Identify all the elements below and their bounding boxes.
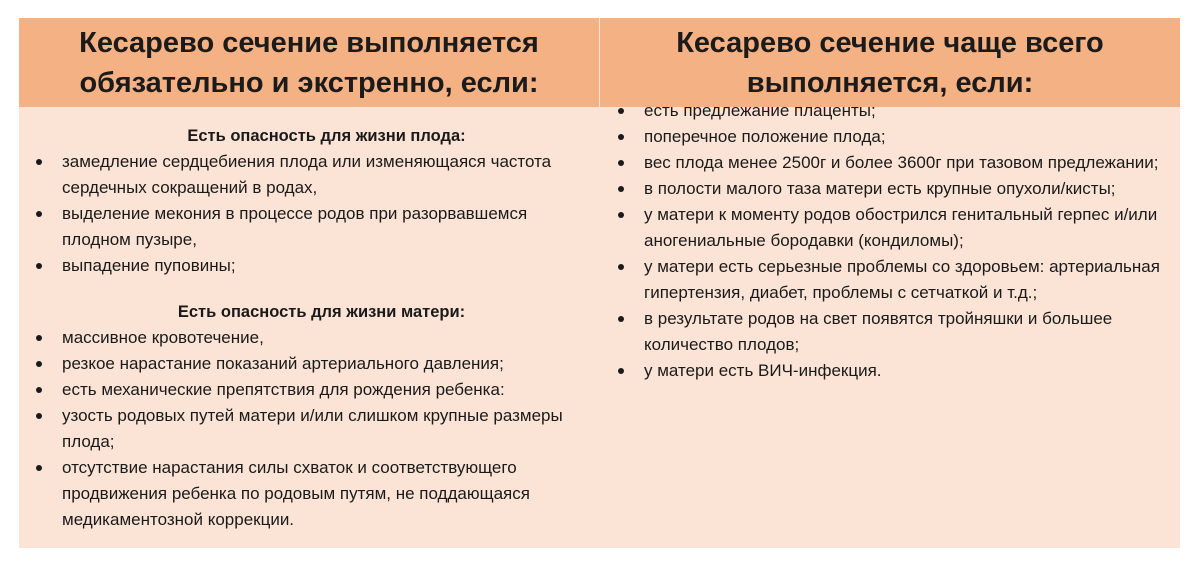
list-item: у матери есть серьезные проблемы со здоровьем: артериальная гипертензия, диабет, проблемы с сетчаткой и т.д.; <box>600 254 1178 306</box>
list-item: у матери к моменту родов обострился генитальный герпес и/или аногениальные бородавки (кондиломы); <box>600 202 1178 254</box>
list-item: отсутствие нарастания силы схваток и соответствующего продвижения ребенка по родовым путям, не поддающаяся медикаментозной коррекции. <box>19 455 594 533</box>
list-item: узость родовых путей матери и/или слишком крупные размеры плода; <box>19 403 594 455</box>
list-item: массивное кровотечение, <box>19 325 594 351</box>
list-item: замедление сердцебиения плода или изменяющаяся частота сердечных сокращений в родах, <box>19 149 594 201</box>
list-item: выделение мекония в процессе родов при разорвавшемся плодном пузыре, <box>19 201 594 253</box>
list-item: вес плода менее 2500г и более 3600г при тазовом предлежании; <box>600 150 1178 176</box>
list-item: у матери есть ВИЧ-инфекция. <box>600 358 1178 384</box>
left-column-body <box>19 107 600 548</box>
list-item: в результате родов на свет появятся тройняшки и большее количество плодов; <box>600 306 1178 358</box>
list-item: есть механические препятствия для рождения ребенка: <box>19 377 594 403</box>
fetus-danger-list <box>19 149 594 279</box>
list-item: есть предлежание плаценты; <box>600 98 1178 124</box>
mother-danger-subheading: Есть опасность для жизни матери: <box>177 303 466 321</box>
list-item: поперечное положение плода; <box>600 124 1178 150</box>
fetus-danger-subheading: Есть опасность для жизни плода: <box>187 127 466 145</box>
list-item: в полости малого таза матери есть крупные опухоли/кисты; <box>600 176 1178 202</box>
list-item: выпадение пуповины; <box>19 253 594 279</box>
left-column-heading: Кесарево сечение выполняется обязательно и экстренно, если: <box>19 18 600 107</box>
mother-danger-list <box>19 325 594 533</box>
frequent-indications-list <box>600 98 1178 384</box>
indications-table <box>19 18 1180 548</box>
right-column-body <box>600 101 1180 548</box>
list-item: резкое нарастание показаний артериального давления; <box>19 351 594 377</box>
right-column-heading: Кесарево сечение чаще всего выполняется, если: <box>600 18 1180 107</box>
